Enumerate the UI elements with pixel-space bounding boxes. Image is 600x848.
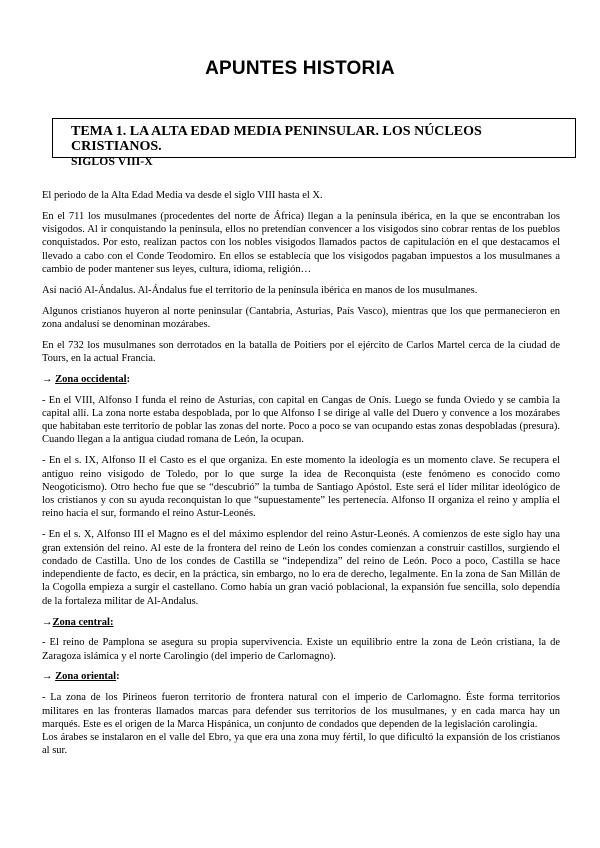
document-body bbox=[42, 189, 560, 758]
page-title: APUNTES HISTORIA bbox=[205, 58, 395, 79]
paragraph: - En el VIII, Alfonso I funda el reino de Asturias, con capital en Cangas de Onís. Luego se funda Oviedo y se cambia la capital allí. La zona norte estaba despoblada, por lo que Alfonso I se dirige al valle del Duero y convence a los mozárabes que habitaban este territorio de poblar las zonas del norte. Poco a poco se van ocupando estas zonas despobladas (presura). Cuando llegan a la antigua ciudad romana de León, la ocupan. bbox=[42, 394, 560, 446]
section-heading-oriental bbox=[42, 670, 560, 683]
heading-suffix: : bbox=[116, 671, 120, 683]
arrow-icon: → bbox=[42, 373, 56, 385]
arrow-icon: → bbox=[42, 671, 56, 683]
section-heading-label: Zona central: bbox=[52, 616, 114, 628]
section-heading-central bbox=[42, 616, 560, 629]
arrow-icon: → bbox=[42, 616, 53, 628]
paragraph: Algunos cristianos huyeron al norte peninsular (Cantabria, Asturias, País Vasco), mientras que los que permanecieron en zona andalusí se denominan mozárabes. bbox=[42, 305, 560, 330]
paragraph: En el 732 los musulmanes son derrotados en la batalla de Poitiers por el ejército de Carlos Martel cerca de la ciudad de Tours, en la actual Francia. bbox=[42, 339, 560, 364]
paragraph: En el 711 los musulmanes (procedentes del norte de África) llegan a la península ibérica, en la que se encontraban los visigodos. Al ir conquistando la península, ellos no pretendían convencer a los visigodos sino cobrar rentas de los pueblos conquistados. Por esto, realizan pactos con los nobles visigodos llamados pactos de capitulación en el que destacamos el llevado a cabo con el Conde Teodomiro. En ellos se establecía que los visigodos pagaban impuestos a los musulmanes a cambio de poder mantener sus leyes, cultura, idioma, religión… bbox=[42, 210, 560, 275]
paragraph: - En el s. X, Alfonso III el Magno es el del máximo esplendor del reino Astur-Leonés. A comienzos de este siglo hay una gran extensión del reino. Al este de la frontera del reino de León los condes comienzan a construir castillos, surgiendo el condado de Castilla. Uno de los condes de Castilla se “independiza” del reino de León. Poco a poco, Castilla se hace independiente de facto, es decir, en la práctica, sin embargo, no lo era de derecho, legalmente. En la zona de San Millán de la Cogolla empieza a surgir el castellano. Como había un gran vació poblacional, la expansión fue sencilla, solo dependía de la fortaleza militar de Al-Andalus. bbox=[42, 529, 560, 607]
section-heading-label: Zona occidental bbox=[55, 373, 127, 385]
heading-suffix: : bbox=[126, 373, 131, 385]
paragraph: El periodo de la Alta Edad Media va desde el siglo VIII hasta el X. bbox=[42, 190, 323, 201]
paragraph: - En el s. IX, Alfonso II el Casto es el que organiza. En este momento la ideología es un momento clave. Se recupera el antiguo reino visigodo de Toledo, por lo que surge la idea de Reconquista (este fenómeno es conocido como Neogoticismo). Otro hecho fue que se “descubrió” la tumba de Santiago Apóstol. Este será el líder militar ideológico de los cristianos y con su ayuda reconquistan lo que “supuestamente” les pertenecía. Alfonso II organiza el reino y amplía el reino hacia el sur, formando el reino Astur-Leonés. bbox=[42, 455, 560, 520]
section-heading-occidental bbox=[42, 373, 560, 386]
tema-title: TEMA 1. LA ALTA EDAD MEDIA PENINSULAR. LOS NÚCLEOS CRISTIANOS. bbox=[71, 124, 482, 154]
paragraph: - La zona de los Pirineos fueron territorio de frontera natural con el imperio de Carlomagno. Éste forma territorios militares en las fronteras llamados marcas para defender sus territorios de los musulmanes, y en cada marca hay un marqués. Este es el origen de la Marca Hispánica, un conjunto de condados que dependen de la legislación carolingia. bbox=[42, 692, 560, 730]
paragraph: Así nació Al-Ándalus. Al-Ándalus fue el territorio de la península ibérica en manos de los musulmanes. bbox=[42, 284, 478, 296]
paragraph: Los árabes se instalaron en el valle del Ebro, ya que era una zona muy fértil, lo que dificultó la expansión de los cristianos al sur. bbox=[42, 732, 560, 757]
section-heading-label: Zona oriental bbox=[55, 671, 117, 683]
tema-subtitle: SIGLOS VIII-X bbox=[71, 155, 153, 168]
tema-box bbox=[52, 118, 576, 168]
paragraph: - El reino de Pamplona se asegura su propia supervivencia. Existe un equilibrio entre la zona de León cristiana, la de Zaragoza islámica y el norte Carolingio (del imperio de Carlomagno). bbox=[42, 637, 560, 662]
